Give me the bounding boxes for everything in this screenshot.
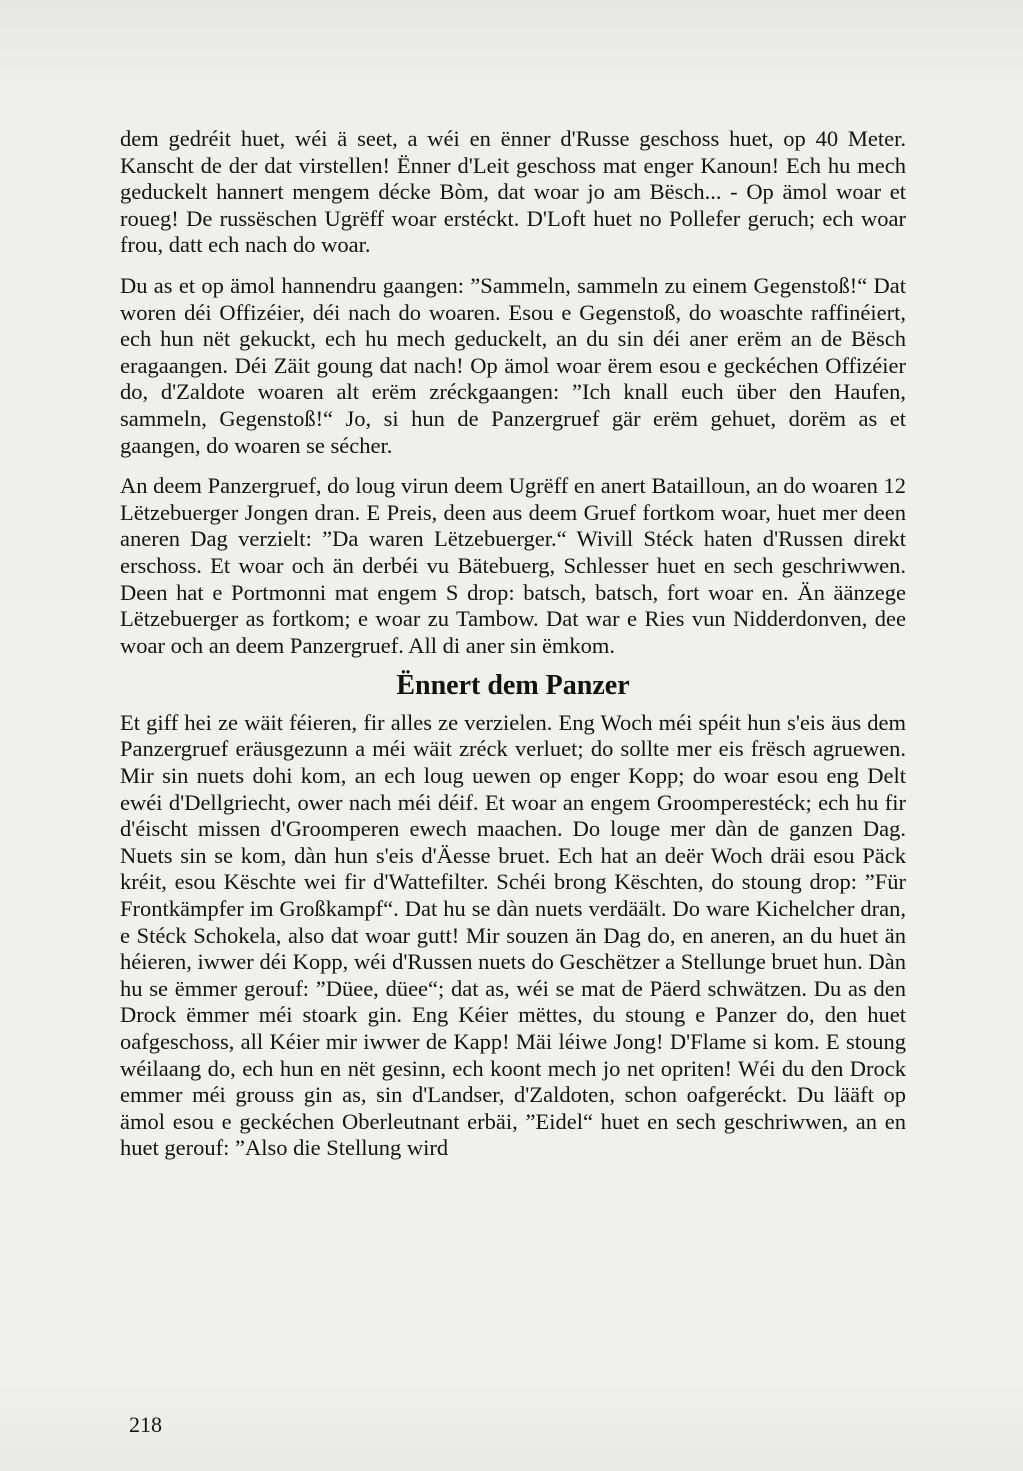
paragraph: An deem Panzergruef, do loug virun deem Ugrëff en anert Batailloun, an do woaren 12 Lëtzebuerger Jongen dran. E Preis, deen aus deem Gruef fortkom woar, huet mer deen aneren Dag verzielt: ”Da waren Lëtzebuerger.“ Wivill Stéck haten d'Russen direkt erschoss. Et woar och än derbéi vu Bätebuerg, Schlesser huet en sech geschriwwen. Deen hat e Portmonni mat engem S drop: batsch, batsch, fort woar en. Än äänzege Lëtzebuerger as fortkom; e woar zu Tambow. Dat war e Ries vun Nidderdonven, dee woar och an deem Panzergruef. All di aner sin ëmkom. bbox=[120, 473, 906, 658]
paragraph: Du as et op ämol hannendru gaangen: ”Sammeln, sammeln zu einem Gegenstoß!“ Dat woren déi Offizéier, déi nach do woaren. Esou e Gegenstoß, do woaschte raffinéiert, ech hun nët gekuckt, ech hu mech geduckelt, an du sin déi aner erëm an de Bësch eragaangen. Déi Zäit goung dat nach! Op ämol woar ërem esou e geckéchen Offizéier do, d'Zaldote woaren alt erëm zréckgaangen: ”Ich knall euch über den Haufen, sammeln, Gegenstoß!“ Jo, si hun de Panzergruef gär erëm gehuet, dorëm as et gaangen, do woaren se sécher. bbox=[120, 272, 906, 458]
page-number: 218 bbox=[129, 1412, 162, 1437]
body-text bbox=[120, 126, 906, 1176]
section-heading: Ënnert dem Panzer bbox=[396, 670, 630, 702]
paragraph: Et giff hei ze wäit féieren, fir alles ze verzielen. Eng Woch méi spéit hun s'eis äus dem Panzergruef eräusgezunn a méi wäit zréck verluet; do sollte mer eis frësch agruewen. Mir sin nuets dohi kom, an ech loug uewen op enger Kopp; do woar esou eng Delt ewéi d'Dellgriecht, ower nach méi déif. Et woar an engem Groomperestéck; ech hu fir d'éischt missen d'Groomperen ewech maachen. Do louge mer dàn de ganzen Dag. Nuets sin se kom, dàn hun s'eis d'Äesse bruet. Ech hat an deër Woch dräi esou Päck kréit, esou Këschte wei fir d'Wattefilter. Schéi brong Këschten, do stoung drop: ”Für Frontkämpfer im Großkampf“. Dat hu se dàn nuets verdäält. Do ware Kichelcher dran, e Stéck Schokela, also dat woar gutt! Mir souzen än Dag do, en aneren, an du huet än héieren, iwwer déi Kopp, wéi d'Russen nuets do Geschëtzer a Stellunge bruet hun. Dàn hu se ëmmer gerouf: ”Düee, düee“; dat as, wéi se mat de Päerd schwätzen. Du as den Drock ëmmer méi stoark gin. Eng Kéier mëttes, du stoung e Panzer do, den huet oafgeschoss, all Kéier mir iwwer de Kapp! Mäi léiwe Jong! D'Flame si kom. E stoung wéilaang do, ech hun en nët gesinn, ech koont mech jo net opriten! Wéi du den Drock emmer méi grouss gin as, sin d'Landser, d'Zaldoten, schon oafgeréckt. Du lääft op ämol esou e geckéchen Oberleutnant erbäi, ”Eidel“ huet en sech geschriwwen, an en huet gerouf: ”Also die Stellung wird bbox=[120, 709, 906, 1161]
paragraph: dem gedréit huet, wéi ä seet, a wéi en ënner d'Russe geschoss huet, op 40 Meter. Kanscht de der dat virstellen! Ënner d'Leit geschoss mat enger Kanoun! Ech hu mech geduckelt hannert mengem décke Bòm, dat woar jo am Bësch... - Op ämol woar et roueg! De russëschen Ugrëff woar erstéckt. D'Loft huet no Pollefer geruch; ech woar frou, datt ech nach do woar. bbox=[120, 126, 906, 258]
